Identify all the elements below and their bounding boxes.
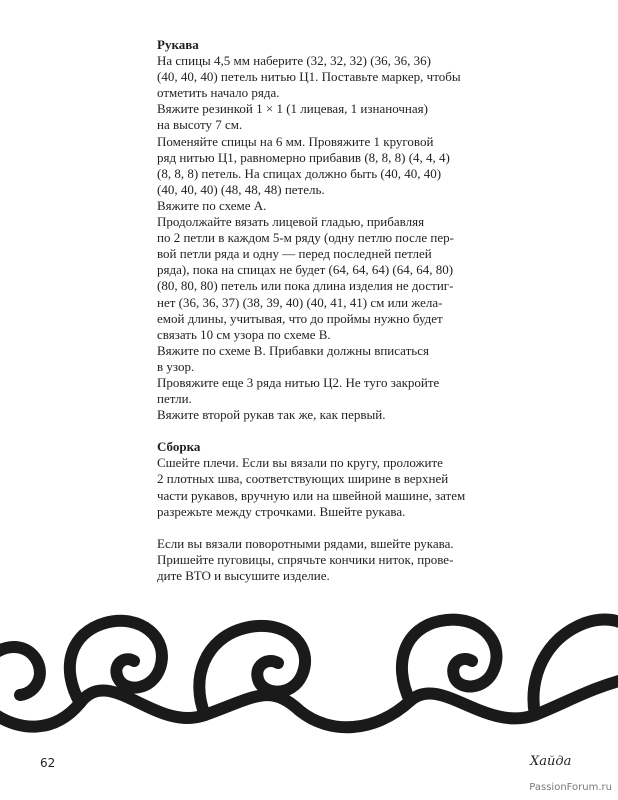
- paragraph-spacer: [157, 520, 457, 536]
- wave-ornament: [0, 583, 618, 748]
- text-line: (80, 80, 80) петель или пока длина изделия не достиг-: [157, 278, 454, 294]
- section-spacer: [157, 423, 457, 439]
- section-heading-assembly: Сборка: [157, 439, 201, 455]
- section-heading-sleeves: Рукава: [157, 37, 199, 52]
- site-watermark: PassionForum.ru: [529, 782, 612, 793]
- text-line: 2 плотных шва, соответствующих ширине в верхней: [157, 471, 449, 487]
- assembly-paragraph-1: [157, 455, 466, 519]
- text-line: Пришейте пуговицы, спрячьте кончики ниток, прове-: [157, 551, 454, 567]
- brand-name: Хайда: [530, 754, 572, 769]
- text-column: [157, 37, 466, 584]
- text-line: (40, 40, 40) (48, 48, 48) петель.: [157, 181, 325, 197]
- wave-baseline: [0, 678, 618, 727]
- text-line: вой петли ряда и одну — перед последней петлей: [157, 246, 432, 262]
- text-line: отметить начало ряда.: [157, 85, 280, 101]
- text-line: связать 10 см узора по схеме В.: [157, 326, 331, 342]
- text-line: емой длины, учитывая, что до проймы нужно будет: [157, 310, 443, 326]
- sleeves-instructions: [157, 53, 461, 423]
- text-line: (40, 40, 40) петель нитью Ц1. Поставьте маркер, чтобы: [157, 69, 461, 85]
- text-line: в узор.: [157, 358, 195, 374]
- text-line: Вяжите второй рукав так же, как первый.: [157, 407, 386, 423]
- text-line: Продолжайте вязать лицевой гладью, прибавляя: [157, 214, 425, 230]
- text-line: части рукавов, вручную или на швейной машине, затем: [157, 487, 466, 503]
- text-line: ряда), пока на спицах не будет (64, 64, 64) (64, 64, 80): [157, 262, 454, 278]
- text-line: Провяжите еще 3 ряда нитью Ц2. Не туго закройте: [157, 374, 440, 390]
- text-line: ряд нитью Ц1, равномерно прибавив (8, 8, 8) (4, 4, 4): [157, 149, 450, 165]
- wave-curl: [0, 647, 40, 695]
- text-line: по 2 петли в каждом 5-м ряду (одну петлю после пер-: [157, 230, 454, 246]
- text-line: Поменяйте спицы на 6 мм. Провяжите 1 круговой: [157, 133, 434, 149]
- text-line: (8, 8, 8) петель. На спицах должно быть (40, 40, 40): [157, 165, 442, 181]
- wave-curl: [402, 620, 497, 701]
- text-line: На спицы 4,5 мм наберите (32, 32, 32) (36, 36, 36): [157, 53, 431, 69]
- assembly-paragraph-2: [157, 536, 457, 584]
- text-line: дите ВТО и высушите изделие.: [157, 567, 330, 583]
- text-line: Если вы вязали поворотными рядами, вшейте рукава.: [157, 535, 454, 551]
- text-line: Сшейте плечи. Если вы вязали по кругу, проложите: [157, 455, 443, 471]
- page-number: 62: [40, 756, 56, 770]
- text-line: Вяжите по схеме В. Прибавки должны вписаться: [157, 342, 429, 358]
- text-line: Вяжите по схеме А.: [157, 197, 267, 213]
- text-line: разрежьте между строчками. Вшейте рукава.: [157, 503, 406, 519]
- text-line: на высоту 7 см.: [157, 117, 243, 133]
- text-line: петли.: [157, 391, 192, 407]
- text-line: нет (36, 36, 37) (38, 39, 40) (40, 41, 41) см или жела-: [157, 294, 443, 310]
- text-line: Вяжите резинкой 1 × 1 (1 лицевая, 1 изнаночная): [157, 101, 428, 117]
